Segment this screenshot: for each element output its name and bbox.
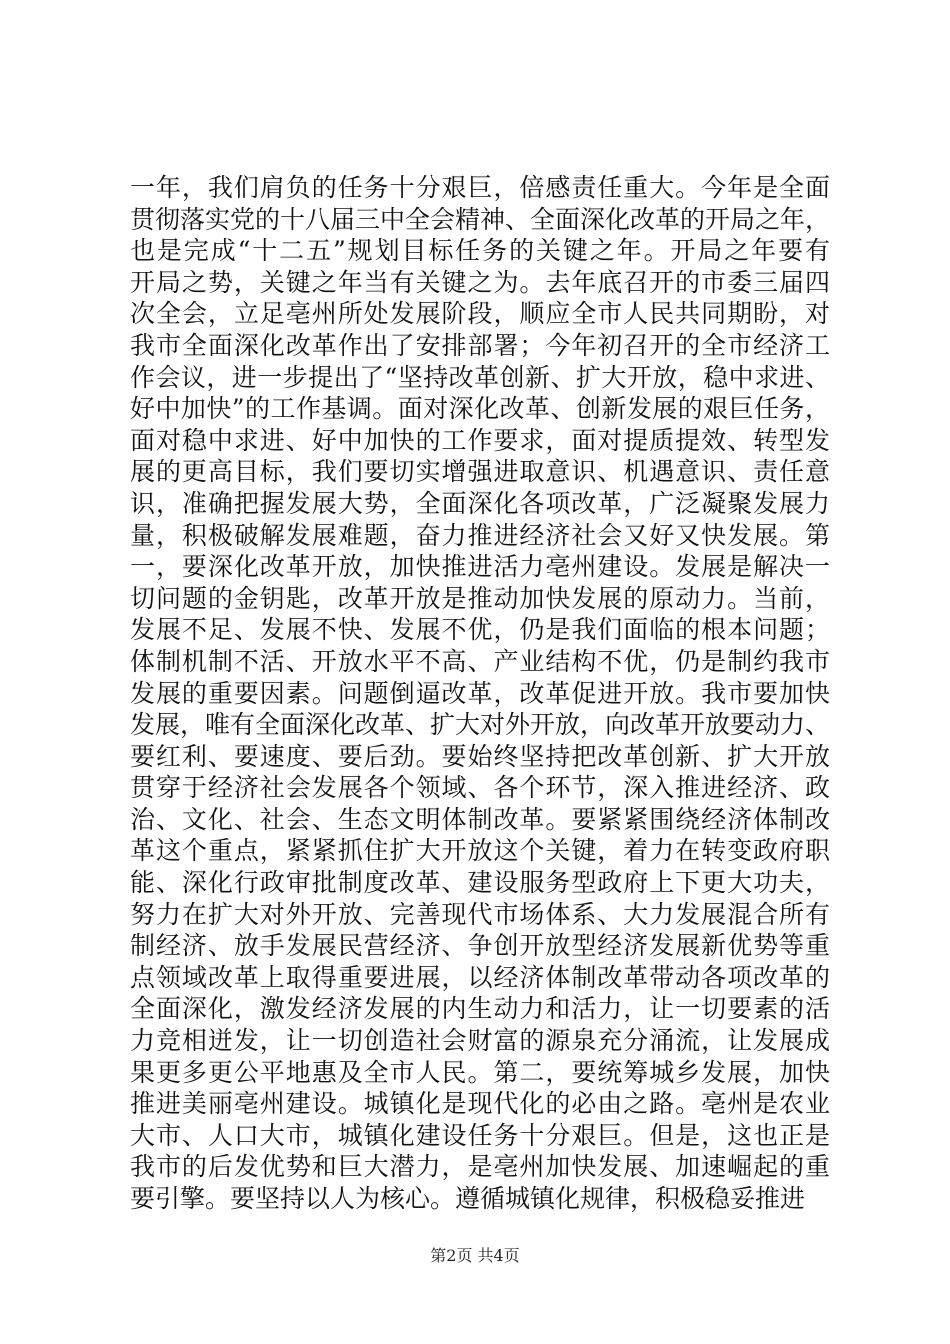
text-line: 我市全面深化改革作出了安排部署；今年初召开的全市经济工	[130, 330, 830, 360]
text-line: 发展，唯有全面深化改革、扩大对外开放，向改革开放要动力、	[130, 710, 831, 740]
text-line: 展的更高目标，我们要切实增强进取意识、机遇意识、责任意	[130, 457, 830, 487]
text-line: 次全会，立足亳州所处发展阶段，顺应全市人民共同期盼，对	[130, 299, 830, 329]
text-line: 一年，我们肩负的任务十分艰巨，倍感责任重大。今年是全面	[130, 173, 830, 202]
text-line: 点领域改革上取得重要进展，以经济体制改革带动各项改革的	[130, 962, 830, 992]
text-line: 要红利、要速度、要后劲。要始终坚持把改革创新、扩大开放	[130, 741, 830, 771]
text-line: 果更多更公平地惠及全市人民。第二，要统筹城乡发展，加快	[130, 1057, 830, 1087]
text-line: 贯彻落实党的十八届三中全会精神、全面深化改革的开局之年，	[130, 204, 831, 234]
text-line: 切问题的金钥匙，改革开放是推动加快发展的原动力。当前，	[130, 583, 830, 613]
text-line: 识，准确把握发展大势，全面深化各项改革，广泛凝聚发展力	[130, 488, 830, 518]
text-line: 努力在扩大对外开放、完善现代市场体系、大力发展混合所有	[130, 899, 830, 929]
text-line: 大市、人口大市，城镇化建设任务十分艰巨。但是，这也正是	[130, 1120, 830, 1150]
page-number-label: 第2页 共4页	[430, 1246, 520, 1265]
text-line: 力竞相迸发，让一切创造社会财富的源泉充分涌流，让发展成	[130, 1026, 830, 1056]
document-body	[130, 172, 830, 1215]
text-line: 好中加快”的工作基调。面对深化改革、创新发展的艰巨任务，	[130, 394, 830, 424]
page-footer	[0, 1243, 950, 1266]
text-line: 发展的重要因素。问题倒逼改革，改革促进开放。我市要加快	[130, 678, 830, 708]
text-line: 我市的后发优势和巨大潜力，是亳州加快发展、加速崛起的重	[130, 1152, 830, 1182]
text-line: 面对稳中求进、好中加快的工作要求，面对提质提效、转型发	[130, 425, 830, 455]
text-line: 能、深化行政审批制度改革、建设服务型政府上下更大功夫，	[130, 868, 830, 898]
text-line: 体制机制不活、开放水平不高、产业结构不优，仍是制约我市	[130, 646, 830, 676]
text-line: 量，积极破解发展难题，奋力推进经济社会又好又快发展。第	[130, 520, 830, 550]
text-line: 治、文化、社会、生态文明体制改革。要紧紧围绕经济体制改	[130, 804, 830, 834]
text-line: 革这个重点，紧紧抓住扩大开放这个关键，着力在转变政府职	[130, 836, 830, 866]
text-line: 一，要深化改革开放，加快推进活力亳州建设。发展是解决一	[130, 552, 830, 582]
text-line: 要引擎。要坚持以人为核心。遵循城镇化规律，积极稳妥推进	[130, 1184, 806, 1213]
text-line: 贯穿于经济社会发展各个领域、各个环节，深入推进经济、政	[130, 773, 830, 803]
text-line: 全面深化，激发经济发展的内生动力和活力，让一切要素的活	[130, 994, 830, 1024]
text-line: 作会议，进一步提出了“坚持改革创新、扩大开放，稳中求进、	[130, 362, 830, 392]
text-line: 开局之势，关键之年当有关键之为。去年底召开的市委三届四	[130, 267, 830, 297]
text-line: 也是完成“十二五”规划目标任务的关键之年。开局之年要有	[130, 236, 830, 266]
text-line: 推进美丽亳州建设。城镇化是现代化的必由之路。亳州是农业	[130, 1089, 830, 1119]
text-line: 发展不足、发展不快、发展不优，仍是我们面临的根本问题；	[130, 615, 830, 645]
text-line: 制经济、放手发展民营经济、争创开放型经济发展新优势等重	[130, 931, 830, 961]
